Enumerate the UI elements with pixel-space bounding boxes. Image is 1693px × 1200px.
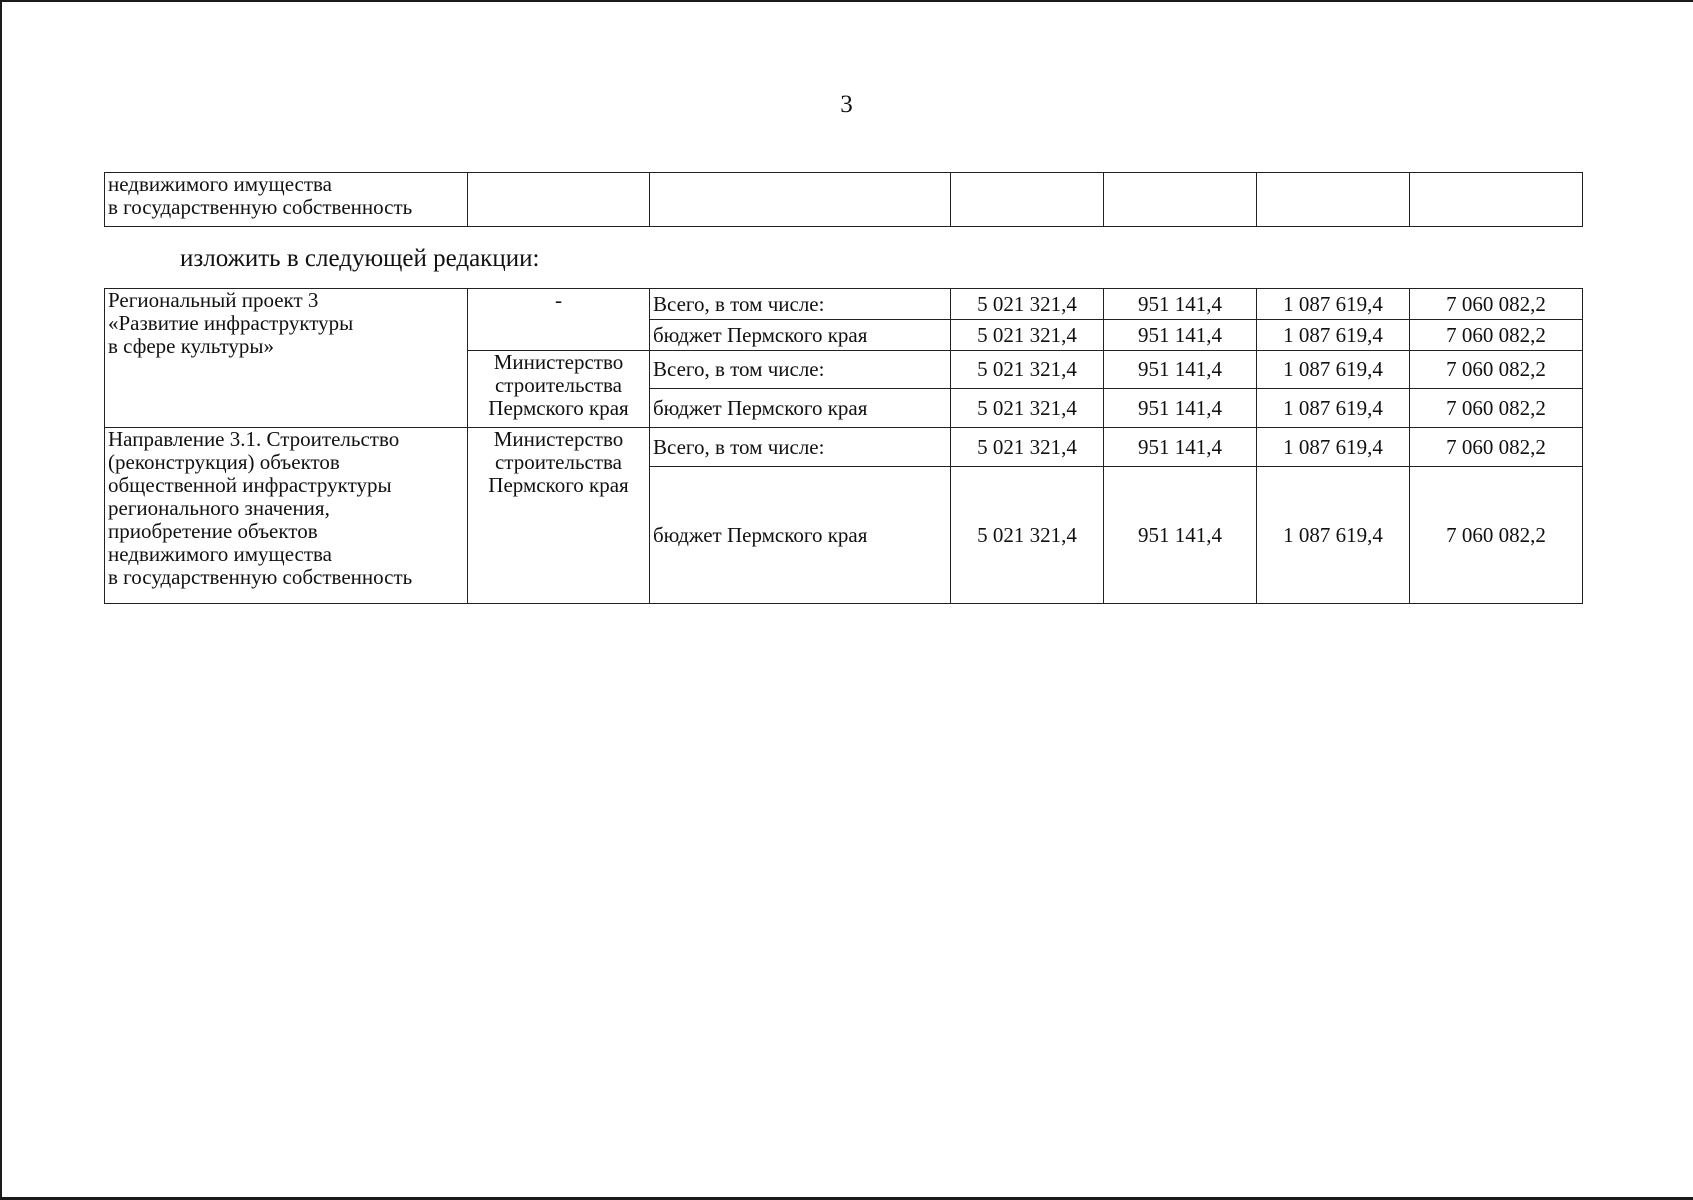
block1-responsible-a: - <box>468 289 650 351</box>
previous-table-row <box>105 173 1583 227</box>
block1-name: Региональный проект 3 «Развитие инфраструктуры в сфере культуры» <box>105 289 468 428</box>
row-value-3: 1 087 619,4 <box>1257 389 1410 428</box>
table-row <box>105 428 1583 467</box>
previous-row-value-3 <box>1257 173 1410 227</box>
row-value-2: 951 141,4 <box>1104 389 1257 428</box>
row-value-2: 951 141,4 <box>1104 320 1257 351</box>
previous-row-source <box>650 173 951 227</box>
row-value-4: 7 060 082,2 <box>1410 289 1583 320</box>
row-value-3: 1 087 619,4 <box>1257 320 1410 351</box>
row-value-4: 7 060 082,2 <box>1410 351 1583 389</box>
row-value-1: 5 021 321,4 <box>951 467 1104 604</box>
row-value-1: 5 021 321,4 <box>951 320 1104 351</box>
row-value-3: 1 087 619,4 <box>1257 351 1410 389</box>
block2-responsible: Министерство строительства Пермского края <box>468 428 650 604</box>
row-source: бюджет Пермского края <box>650 389 951 428</box>
row-value-3: 1 087 619,4 <box>1257 428 1410 467</box>
row-value-2: 951 141,4 <box>1104 289 1257 320</box>
previous-row-value-4 <box>1410 173 1583 227</box>
previous-row-name: недвижимого имущества в государственную собственность <box>105 173 468 227</box>
row-value-2: 951 141,4 <box>1104 351 1257 389</box>
instruction-text: изложить в следующей редакции: <box>180 245 540 272</box>
previous-row-responsible <box>468 173 650 227</box>
row-value-3: 1 087 619,4 <box>1257 467 1410 604</box>
page-number: 3 <box>840 91 853 118</box>
row-source: Всего, в том числе: <box>650 289 951 320</box>
row-value-1: 5 021 321,4 <box>951 428 1104 467</box>
scan-edge-top <box>0 0 1693 2</box>
row-source: Всего, в том числе: <box>650 351 951 389</box>
new-table <box>104 288 1583 604</box>
scan-edge-left <box>0 0 2 1200</box>
row-value-4: 7 060 082,2 <box>1410 467 1583 604</box>
row-value-4: 7 060 082,2 <box>1410 428 1583 467</box>
row-value-2: 951 141,4 <box>1104 467 1257 604</box>
block2-name: Направление 3.1. Строительство (реконструкция) объектов общественной инфраструктуры регионального значения, приобретение объектов недвижимого имущества в государственную собственность <box>105 428 468 604</box>
previous-row-value-1 <box>951 173 1104 227</box>
row-source: бюджет Пермского края <box>650 467 951 604</box>
previous-table <box>104 172 1583 227</box>
row-value-1: 5 021 321,4 <box>951 351 1104 389</box>
row-value-4: 7 060 082,2 <box>1410 320 1583 351</box>
row-value-2: 951 141,4 <box>1104 428 1257 467</box>
block1-responsible-b: Министерство строительства Пермского края <box>468 351 650 428</box>
row-value-4: 7 060 082,2 <box>1410 389 1583 428</box>
row-value-1: 5 021 321,4 <box>951 289 1104 320</box>
row-value-1: 5 021 321,4 <box>951 389 1104 428</box>
table-row <box>105 289 1583 320</box>
row-source: Всего, в том числе: <box>650 428 951 467</box>
row-source: бюджет Пермского края <box>650 320 951 351</box>
previous-row-value-2 <box>1104 173 1257 227</box>
row-value-3: 1 087 619,4 <box>1257 289 1410 320</box>
